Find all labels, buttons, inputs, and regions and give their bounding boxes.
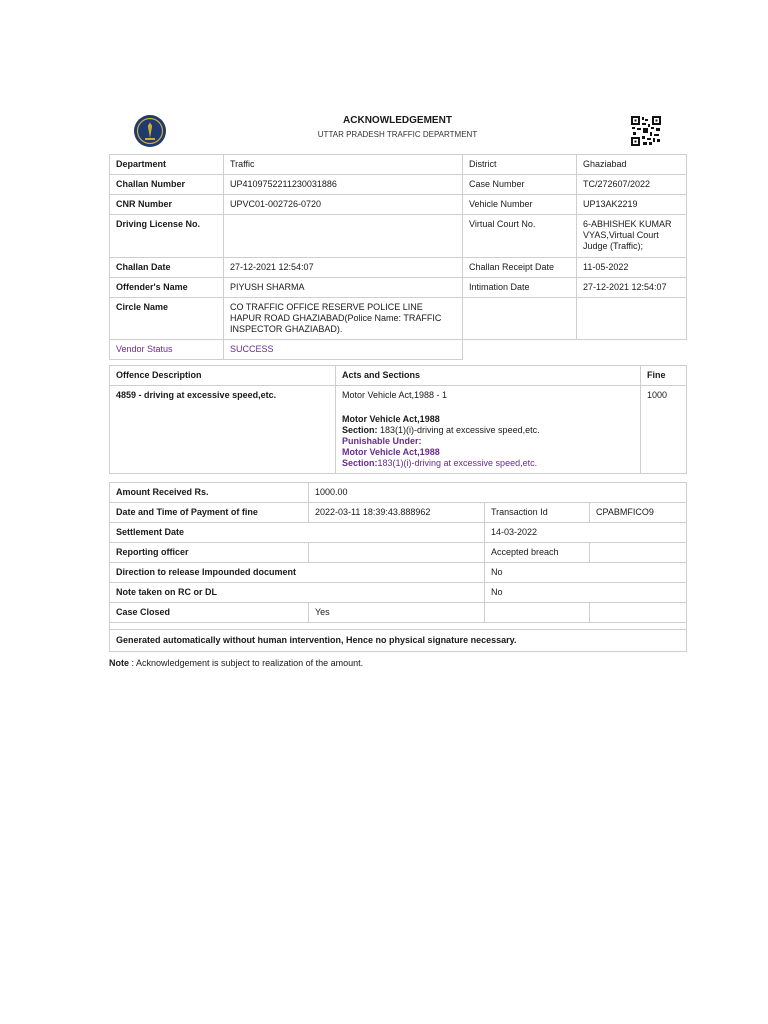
table-row: [110, 366, 687, 386]
offence-table: [109, 365, 687, 474]
empty-cell: [463, 298, 577, 340]
settlement-label: Settlement Date: [110, 523, 485, 543]
amount-label: Amount Received Rs.: [110, 483, 309, 503]
offence-description: 4859 - driving at excessive speed,etc.: [110, 386, 336, 474]
table-row: [110, 278, 687, 298]
dl-value: [224, 215, 463, 258]
challan-date-value: 27-12-2021 12:54:07: [224, 258, 463, 278]
section-text: 183(1)(i)-driving at excessive speed,etc.: [377, 425, 540, 435]
acts-sections: [336, 386, 641, 474]
cnr-label: CNR Number: [110, 195, 224, 215]
circle-label: Circle Name: [110, 298, 224, 340]
table-row: [110, 583, 687, 603]
reporting-value: [309, 543, 485, 563]
table-row: [110, 155, 687, 175]
case-number-label: Case Number: [463, 175, 577, 195]
direction-label: Direction to release Impounded document: [110, 563, 485, 583]
empty-cell: [577, 298, 687, 340]
page-subtitle: UTTAR PRADESH TRAFFIC DEPARTMENT: [317, 130, 478, 139]
table-row: [110, 195, 687, 215]
table-row: [110, 340, 687, 360]
table-row: [110, 630, 687, 652]
transaction-label: Transaction Id: [485, 503, 590, 523]
accepted-label: Accepted breach: [485, 543, 590, 563]
fine-header: Fine: [641, 366, 687, 386]
payment-table: [109, 482, 687, 652]
page-title: ACKNOWLEDGEMENT: [343, 115, 452, 126]
note-text: : Acknowledgement is subject to realization of the amount.: [129, 658, 364, 668]
payment-time-label: Date and Time of Payment of fine: [110, 503, 309, 523]
intimation-label: Intimation Date: [463, 278, 577, 298]
punishable-section-text: 183(1)(i)-driving at excessive speed,etc.: [377, 458, 538, 468]
note-rc-label: Note taken on RC or DL: [110, 583, 485, 603]
table-row: [110, 258, 687, 278]
table-row: [110, 543, 687, 563]
footer-note: [109, 658, 686, 668]
dl-label: Driving License No.: [110, 215, 224, 258]
table-row: [110, 215, 687, 258]
direction-value: No: [485, 563, 687, 583]
virtual-court-label: Virtual Court No.: [463, 215, 577, 258]
receipt-date-label: Challan Receipt Date: [463, 258, 577, 278]
empty-cell: [590, 603, 687, 623]
section-line: [342, 425, 634, 436]
table-row: [110, 175, 687, 195]
punishable-label: Punishable Under:: [342, 436, 422, 446]
vendor-status-value: SUCCESS: [224, 340, 463, 360]
table-row: [110, 386, 687, 474]
cnr-value: UPVC01-002726-0720: [224, 195, 463, 215]
note-label: Note: [109, 658, 129, 668]
acknowledgement-page: [109, 108, 686, 668]
intimation-value: 27-12-2021 12:54:07: [577, 278, 687, 298]
empty-cell: [485, 603, 590, 623]
header: [109, 108, 686, 154]
challan-date-label: Challan Date: [110, 258, 224, 278]
challan-details-table: [109, 154, 687, 360]
table-row: [110, 623, 687, 630]
circle-value: CO TRAFFIC OFFICE RESERVE POLICE LINE HAPUR ROAD GHAZIABAD(Police Name: TRAFFIC INSPECTOR GHAZIABAD).: [224, 298, 463, 340]
table-row: [110, 298, 687, 340]
transaction-value: CPABMFICO9: [590, 503, 687, 523]
district-label: District: [463, 155, 577, 175]
vehicle-number-value: UP13AK2219: [577, 195, 687, 215]
department-value: Traffic: [224, 155, 463, 175]
act-line: Motor Vehicle Act,1988 - 1: [342, 390, 448, 400]
settlement-value: 14-03-2022: [485, 523, 687, 543]
offence-desc-header: Offence Description: [110, 366, 336, 386]
case-number-value: TC/272607/2022: [577, 175, 687, 195]
amount-value: 1000.00: [309, 483, 687, 503]
act-name: Motor Vehicle Act,1988: [342, 414, 440, 424]
table-row: [110, 603, 687, 623]
vehicle-number-label: Vehicle Number: [463, 195, 577, 215]
spacer-row: [110, 623, 687, 630]
case-closed-value: Yes: [309, 603, 485, 623]
virtual-court-value: 6-ABHISHEK KUMAR VYAS,Virtual Court Judge (Traffic);: [577, 215, 687, 258]
district-value: Ghaziabad: [577, 155, 687, 175]
table-row: [110, 563, 687, 583]
receipt-date-value: 11-05-2022: [577, 258, 687, 278]
table-row: [110, 503, 687, 523]
payment-time-value: 2022-03-11 18:39:43.888962: [309, 503, 485, 523]
punishable-section-label: Section:: [342, 458, 378, 468]
section-label: Section:: [342, 425, 378, 435]
case-closed-label: Case Closed: [110, 603, 309, 623]
punishable-act: Motor Vehicle Act,1988: [342, 447, 440, 457]
punishable-section: [342, 458, 634, 469]
table-row: [110, 523, 687, 543]
accepted-value: [590, 543, 687, 563]
reporting-label: Reporting officer: [110, 543, 309, 563]
offender-value: PIYUSH SHARMA: [224, 278, 463, 298]
acts-header: Acts and Sections: [336, 366, 641, 386]
challan-number-label: Challan Number: [110, 175, 224, 195]
vendor-status-label: Vendor Status: [110, 340, 224, 360]
empty-cell: [463, 340, 577, 360]
fine-value: 1000: [641, 386, 687, 474]
offender-label: Offender's Name: [110, 278, 224, 298]
department-label: Department: [110, 155, 224, 175]
empty-cell: [577, 340, 687, 360]
table-row: [110, 483, 687, 503]
note-rc-value: No: [485, 583, 687, 603]
challan-number-value: UP4109752211230031886: [224, 175, 463, 195]
qr-code-icon: [631, 116, 661, 146]
generated-notice: Generated automatically without human intervention, Hence no physical signature necessary.: [110, 630, 687, 652]
